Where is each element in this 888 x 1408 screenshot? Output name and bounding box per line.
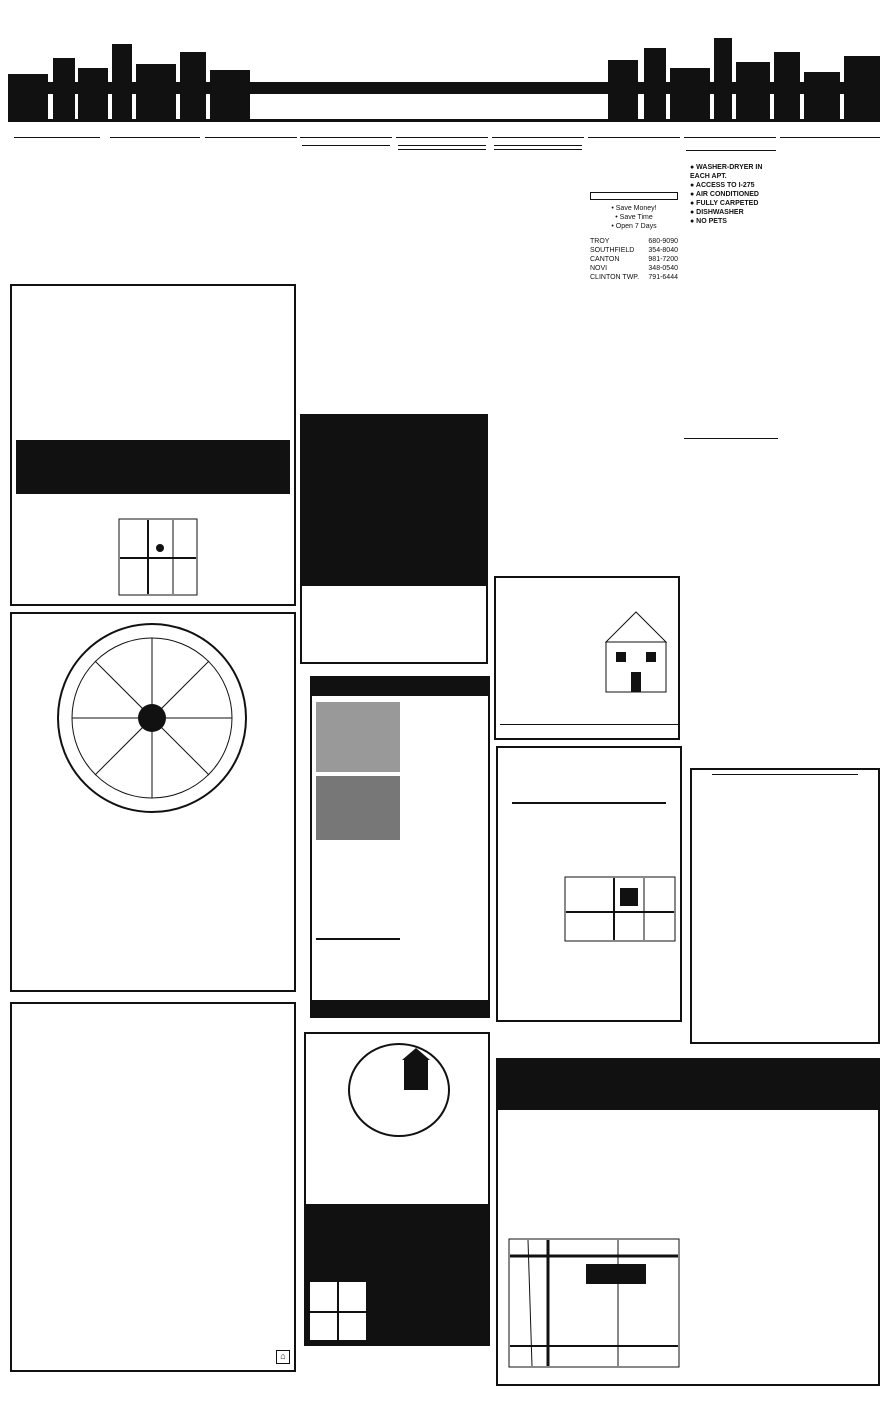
pre-leasing-text (512, 1104, 609, 1156)
ad-title (494, 149, 582, 150)
classified-ad-brougham-manor (492, 142, 584, 572)
ad-header-panel (302, 416, 486, 586)
classified-ad-northville-green (396, 142, 488, 412)
choice-panel (16, 440, 290, 494)
city-label (712, 774, 858, 775)
ad-title (398, 145, 486, 146)
classified-ad-merriman-woods (300, 142, 392, 412)
city-phone-list (590, 237, 678, 282)
city-name: TROY (590, 238, 610, 245)
display-ad-coach-house (496, 746, 682, 1022)
ad-title (398, 149, 486, 150)
building-illustration (596, 602, 676, 698)
village-logo (346, 1040, 452, 1140)
ad-feature-list (686, 163, 776, 226)
display-ad-north-ridge (300, 414, 488, 664)
feature-item: ● NO PETS (690, 218, 727, 225)
classified-ad-hillcrest-club (684, 142, 778, 432)
city-phone: 791-6444 (648, 274, 678, 281)
city-name: CLINTON TWP. (590, 274, 640, 281)
classified-ad-concord-towers (588, 142, 680, 572)
column-heading (684, 128, 776, 138)
headline (498, 1060, 878, 1110)
feature-item: ● DISHWASHER (690, 209, 744, 216)
testimonial-notes (22, 1062, 288, 1282)
column-heading (396, 128, 488, 138)
brand-new-text (805, 1103, 874, 1161)
photo-placeholder (316, 702, 400, 842)
banner-title (268, 66, 678, 122)
city-phone-row (590, 255, 678, 264)
location-map (310, 1282, 366, 1340)
location-map (508, 1238, 680, 1368)
feature-item: ● WASHER-DRYER IN EACH APT. (690, 164, 763, 180)
classified-ad-woodridge (12, 142, 102, 260)
hours (500, 724, 678, 725)
offer-panel (306, 1204, 488, 1344)
footer-banner (312, 1000, 488, 1016)
list-item: • Save Time (615, 214, 653, 221)
display-ad-apartment-lottery (10, 612, 296, 992)
display-ad-chimney-hill (310, 676, 490, 1018)
column-heading (300, 128, 392, 138)
column-heading (110, 128, 200, 138)
display-ad-the-springs (10, 284, 296, 606)
display-ad-three-oaks (10, 1002, 296, 1372)
display-ad-village-squire (690, 768, 880, 1044)
location-map (564, 876, 676, 942)
city-phone: 354-8040 (648, 247, 678, 254)
classified-ad-live-on-the-park (780, 142, 880, 762)
display-ad-bloomfield-villas (496, 1058, 880, 1386)
classified-ad-plymouth-square (684, 438, 778, 738)
city-name: SOUTHFIELD (590, 247, 635, 254)
equal-housing-icon: ⌂ (276, 1350, 290, 1364)
city-phone-row (590, 237, 678, 246)
city-phone-row (590, 246, 678, 255)
classified-ad-lexington-village (203, 142, 297, 260)
column-heading (205, 128, 297, 138)
city-phone: 981-7200 (648, 256, 678, 263)
section-banner (8, 24, 880, 122)
display-ad-the-village (304, 1032, 490, 1346)
ad-title (302, 145, 390, 146)
banner (312, 678, 488, 696)
running-head (6, 2, 886, 20)
column-heading (14, 128, 100, 138)
logo-chimney-hill (316, 938, 400, 940)
display-ad-adams-creek (494, 576, 680, 740)
list-item: • Save Money! (611, 205, 657, 212)
city-phone: 680-9090 (648, 238, 678, 245)
feature-item: ● ACCESS TO I-275 (690, 182, 755, 189)
feature-item: ● FULLY CARPETED (690, 200, 759, 207)
feature-item: ● AIR CONDITIONED (690, 191, 759, 198)
free-info-title (590, 192, 678, 200)
column-heading (780, 128, 880, 138)
list-item: • Open 7 Days (611, 223, 657, 230)
ad-title (686, 150, 776, 157)
logo-subtitle (512, 802, 666, 804)
free-info-list (590, 204, 678, 231)
classified-ad-tree-top-lofts (107, 142, 201, 260)
column-heading (588, 128, 680, 138)
column-heading (492, 128, 584, 138)
city-name: CANTON (590, 256, 620, 263)
city-name: NOVI (590, 265, 608, 272)
city-phone-row (590, 273, 678, 282)
lottery-wheel (52, 618, 252, 818)
city-phone-row (590, 264, 678, 273)
ad-title (494, 145, 582, 146)
city-phone: 348-0540 (648, 265, 678, 272)
location-map (118, 518, 198, 596)
